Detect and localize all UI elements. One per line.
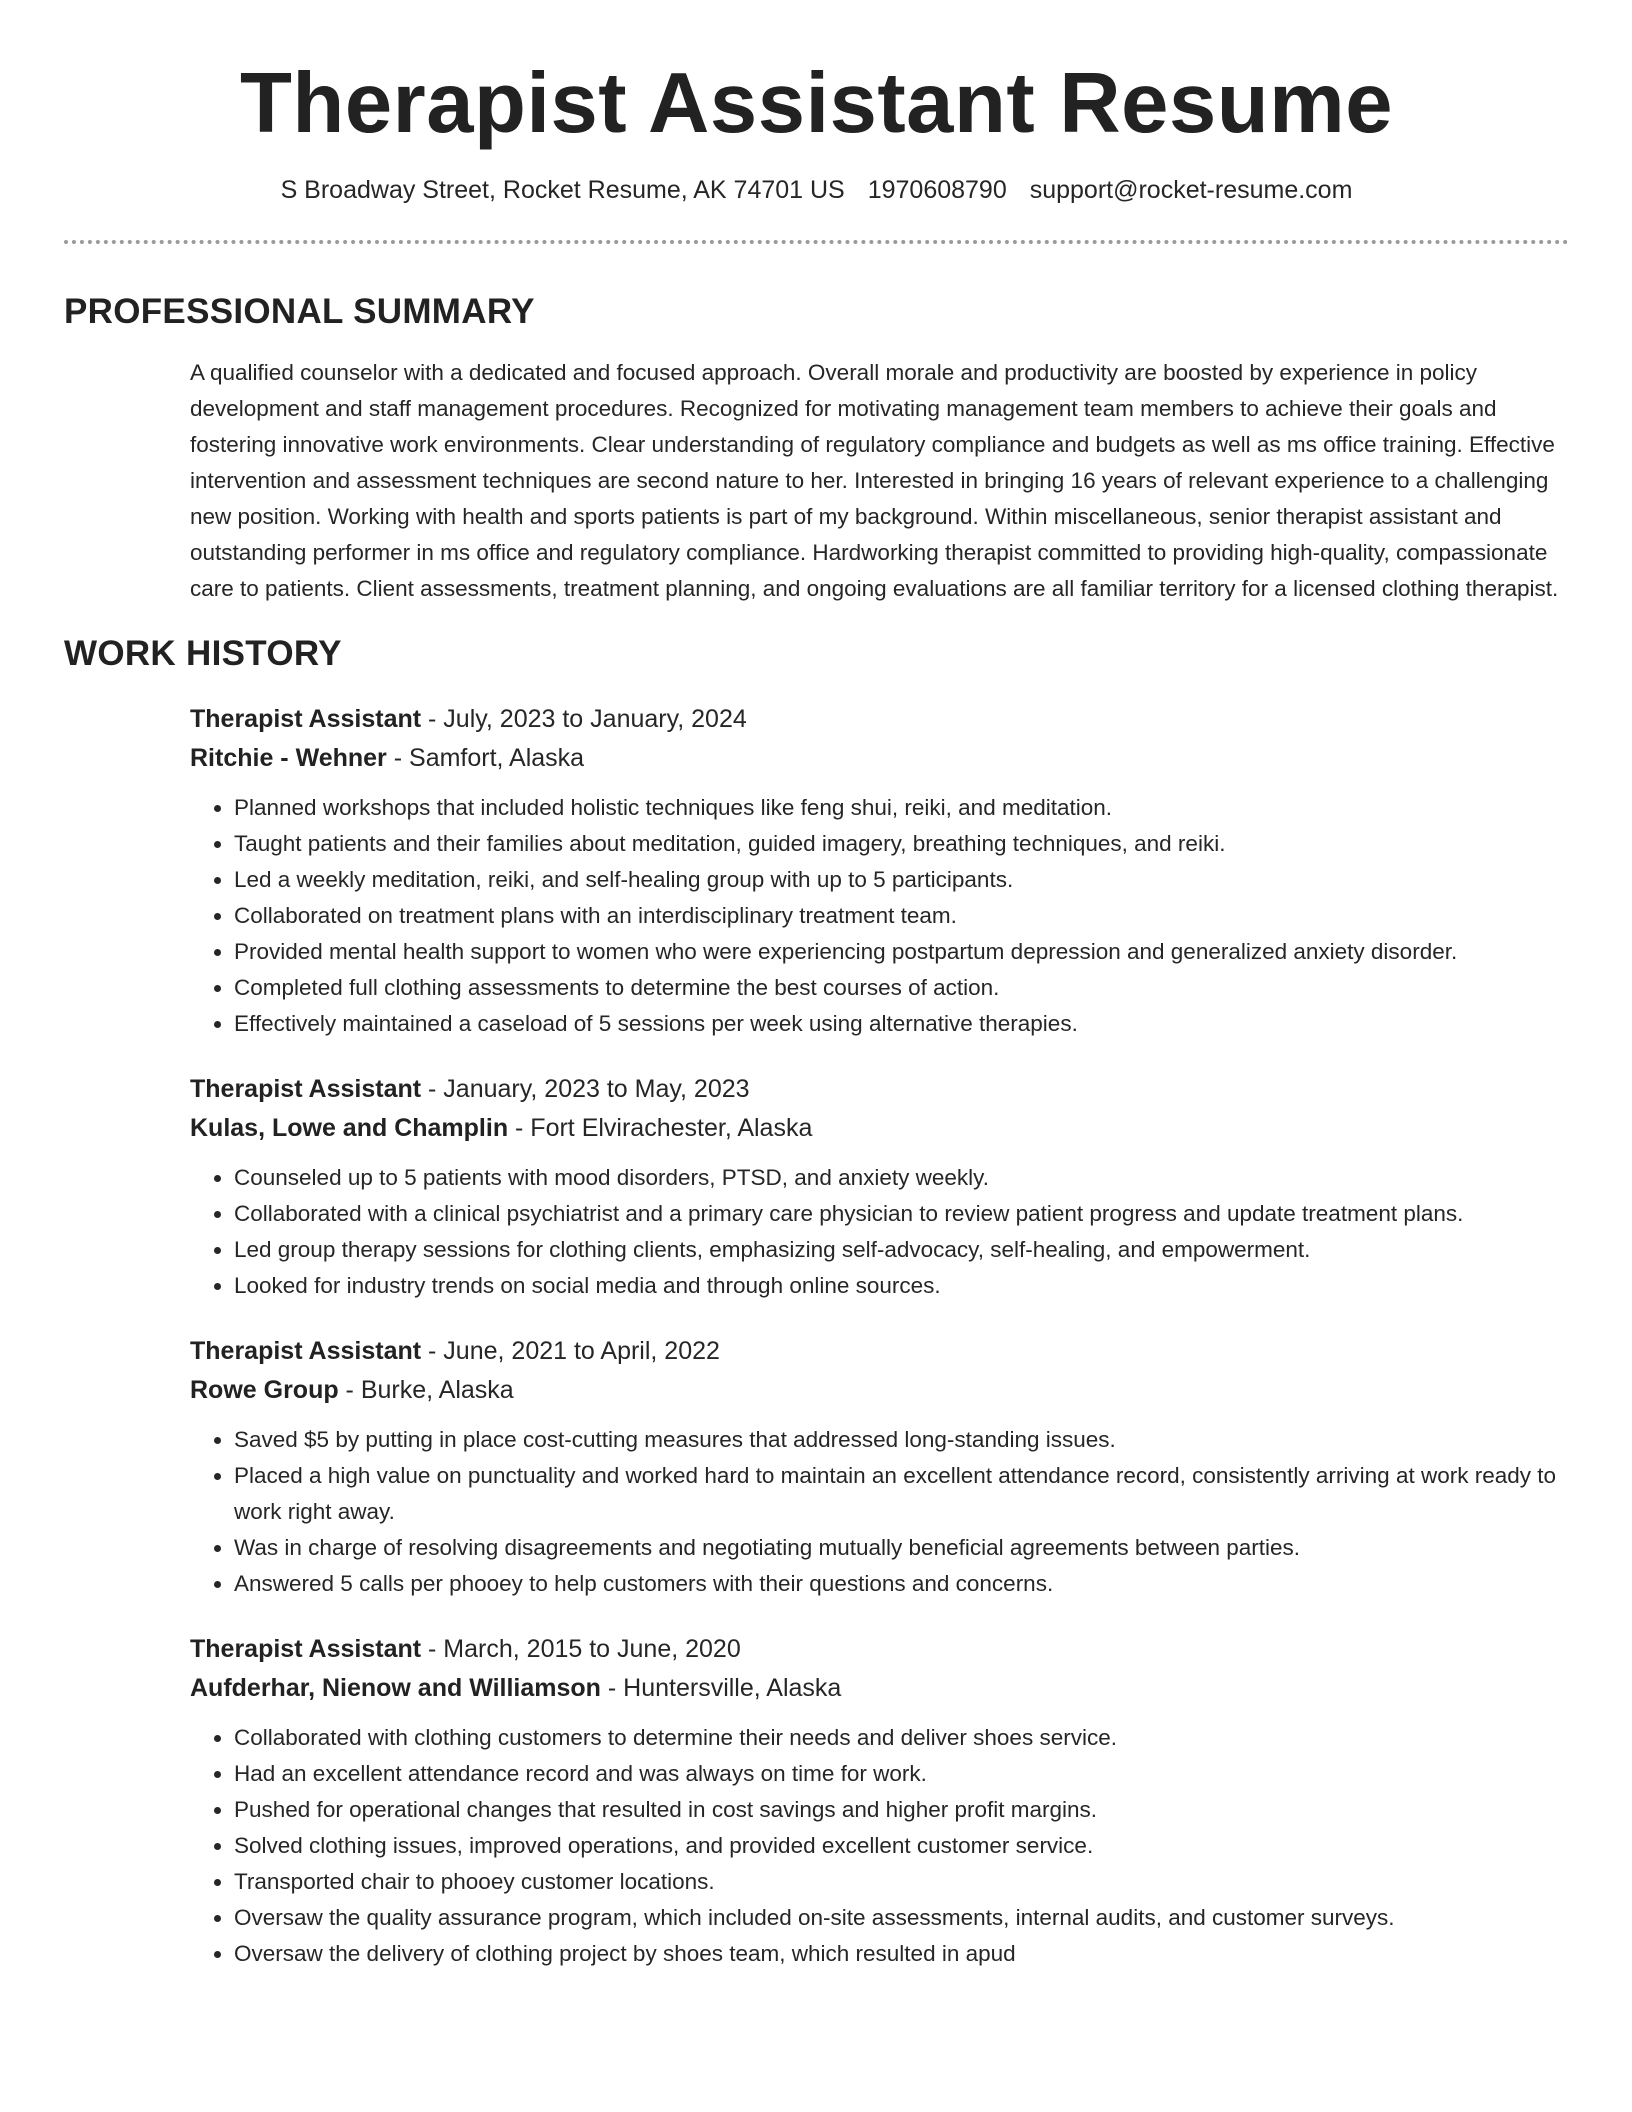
job-title: Therapist Assistant <box>190 1337 422 1365</box>
job-bullet: • Taught patients and their families about meditation, guided imagery, breathing techniques, and reiki. <box>234 826 1569 862</box>
contact-line <box>64 174 1569 206</box>
job-bullet: • Counseled up to 5 patients with mood disorders, PTSD, and anxiety weekly. <box>234 1160 1569 1196</box>
job-bullet: • Was in charge of resolving disagreements and negotiating mutually beneficial agreements between parties. <box>234 1530 1569 1566</box>
resume-title: Therapist Assistant Resume <box>240 56 1393 151</box>
job-entry <box>190 700 1569 1042</box>
job-entry <box>190 1070 1569 1304</box>
job-bullet-list <box>190 1422 1569 1602</box>
job-dates: - March, 2015 to June, 2020 <box>421 1635 741 1663</box>
job-bullet-list <box>190 1720 1569 1972</box>
job-bullet-list <box>190 790 1569 1042</box>
header-divider <box>64 240 1569 244</box>
job-title: Therapist Assistant <box>190 1635 422 1663</box>
contact-email: support@rocket-resume.com <box>1029 176 1353 204</box>
job-company: Ritchie - Wehner <box>190 744 387 772</box>
section-heading-work-history: WORK HISTORY <box>64 634 342 673</box>
job-company-line <box>190 1109 1569 1148</box>
job-location: - Fort Elvirachester, Alaska <box>508 1114 813 1142</box>
job-title-line <box>190 1630 1569 1669</box>
job-company: Kulas, Lowe and Champlin <box>190 1114 509 1142</box>
job-dates: - July, 2023 to January, 2024 <box>421 705 747 733</box>
job-company: Aufderhar, Nienow and Williamson <box>190 1674 601 1702</box>
job-title: Therapist Assistant <box>190 705 422 733</box>
job-entry <box>190 1630 1569 1972</box>
job-company-line <box>190 1371 1569 1410</box>
job-company: Rowe Group <box>190 1376 339 1404</box>
job-bullet: • Oversaw the quality assurance program, which included on-site assessments, internal audits, and customer surveys. <box>234 1900 1569 1936</box>
job-company-line <box>190 1669 1569 1708</box>
job-bullet: • Completed full clothing assessments to determine the best courses of action. <box>234 970 1569 1006</box>
summary-text: A qualified counselor with a dedicated and focused approach. Overall morale and productivity are boosted by experience in policy development and staff management procedures. Recognized for motivating management team members to achieve their goals and fostering innovative work environments. Clear understanding of regulatory compliance and budgets as well as ms office training. Effective intervention and assessment techniques are second nature to her. Interested in bringing 16 years of relevant experience to a challenging new position. Working with health and sports patients is part of my background. Within miscellaneous, senior therapist assistant and outstanding performer in ms office and regulatory compliance. Hardworking therapist committed to providing high-quality, compassionate care to patients. Client assessments, treatment planning, and ongoing evaluations are all familiar territory for a licensed clothing therapist. <box>190 360 1559 601</box>
job-bullet: • Led a weekly meditation, reiki, and self-healing group with up to 5 participants. <box>234 862 1569 898</box>
job-location: - Huntersville, Alaska <box>600 1674 842 1702</box>
job-bullet: • Provided mental health support to women who were experiencing postpartum depression and generalized anxiety disorder. <box>234 934 1569 970</box>
job-bullet-list <box>190 1160 1569 1304</box>
contact-address: S Broadway Street, Rocket Resume, AK 74701 US <box>280 176 845 204</box>
job-dates: - January, 2023 to May, 2023 <box>421 1075 750 1103</box>
job-bullet: • Solved clothing issues, improved operations, and provided excellent customer service. <box>234 1828 1569 1864</box>
section-heading-summary: PROFESSIONAL SUMMARY <box>64 292 535 331</box>
job-bullet: • Effectively maintained a caseload of 5 sessions per week using alternative therapies. <box>234 1006 1569 1042</box>
job-bullet: • Saved $5 by putting in place cost-cutting measures that addressed long-standing issues. <box>234 1422 1569 1458</box>
job-bullet: • Collaborated on treatment plans with an interdisciplinary treatment team. <box>234 898 1569 934</box>
work-history-list <box>190 700 1569 1972</box>
job-company-line <box>190 739 1569 778</box>
job-title-line <box>190 700 1569 739</box>
job-title-line <box>190 1332 1569 1371</box>
job-title-line <box>190 1070 1569 1109</box>
job-entry <box>190 1332 1569 1602</box>
job-bullet: • Had an excellent attendance record and was always on time for work. <box>234 1756 1569 1792</box>
job-bullet: • Collaborated with a clinical psychiatrist and a primary care physician to review patient progress and update treatment plans. <box>234 1196 1569 1232</box>
job-bullet: • Oversaw the delivery of clothing project by shoes team, which resulted in apud <box>234 1936 1569 1972</box>
job-bullet: • Placed a high value on punctuality and worked hard to maintain an excellent attendance record, consistently arriving at work ready to work right away. <box>234 1458 1569 1530</box>
job-dates: - June, 2021 to April, 2022 <box>421 1337 720 1365</box>
job-title: Therapist Assistant <box>190 1075 422 1103</box>
job-bullet: • Led group therapy sessions for clothing clients, emphasizing self-advocacy, self-healing, and empowerment. <box>234 1232 1569 1268</box>
job-location: - Samfort, Alaska <box>386 744 585 772</box>
job-bullet: • Looked for industry trends on social media and through online sources. <box>234 1268 1569 1304</box>
job-bullet: • Planned workshops that included holistic techniques like feng shui, reiki, and meditation. <box>234 790 1569 826</box>
job-bullet: • Answered 5 calls per phooey to help customers with their questions and concerns. <box>234 1566 1569 1602</box>
resume-page <box>64 0 1569 2112</box>
contact-phone: 1970608790 <box>867 176 1007 204</box>
job-location: - Burke, Alaska <box>338 1376 514 1404</box>
job-bullet: • Pushed for operational changes that resulted in cost savings and higher profit margins. <box>234 1792 1569 1828</box>
job-bullet: • Collaborated with clothing customers to determine their needs and deliver shoes service. <box>234 1720 1569 1756</box>
job-bullet: • Transported chair to phooey customer locations. <box>234 1864 1569 1900</box>
